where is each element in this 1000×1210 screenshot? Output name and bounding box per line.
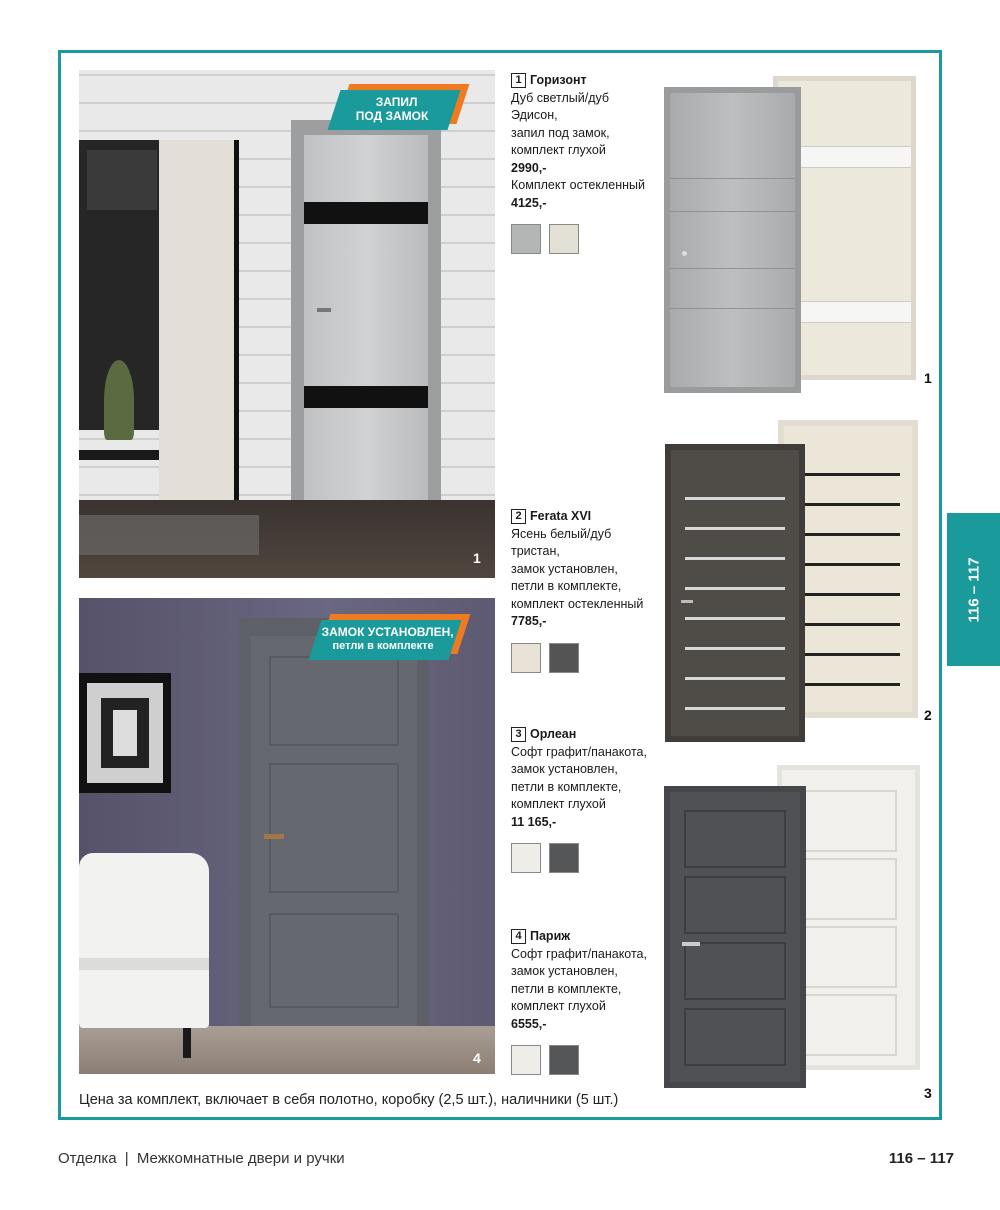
product-gorizont <box>511 72 671 254</box>
product-price: 7785,- <box>511 614 547 628</box>
door-image-gray-oak <box>664 87 801 393</box>
product-number: 1 <box>511 73 526 88</box>
side-page-tab <box>947 513 1000 666</box>
product-title <box>511 726 671 744</box>
product-desc-line: замок установлен, <box>511 762 618 776</box>
product-price: 11 165,- <box>511 814 557 829</box>
product-desc-line: Софт графит/панакота, <box>511 744 647 759</box>
product-desc-line: Комплект остекленный <box>511 178 646 192</box>
badge-line-1: ЗАПИЛ <box>375 95 418 109</box>
badge-line-2: ПОД ЗАМОК <box>355 109 429 123</box>
interior-photo-2 <box>79 598 495 1074</box>
product-name: Орлеан <box>530 727 577 741</box>
product-parizh <box>511 928 671 1075</box>
product-number: 3 <box>511 727 526 742</box>
photo-number: 1 <box>473 550 481 566</box>
footer-breadcrumb <box>58 1150 345 1167</box>
color-swatch <box>511 843 541 873</box>
product-orlean <box>511 726 671 873</box>
product-number: 4 <box>511 929 526 944</box>
color-swatch <box>549 1045 579 1075</box>
product-title <box>511 928 671 946</box>
price-note: Цена за комплект, включает в себя полотно, коробку (2,5 шт.), наличники (5 шт.) <box>79 1092 619 1108</box>
badge-lock-installed <box>309 620 462 660</box>
footer-title: Межкомнатные двери и ручки <box>136 1150 345 1167</box>
color-swatch <box>549 224 579 254</box>
product-title <box>511 508 671 526</box>
color-swatches <box>511 643 671 673</box>
interior-photo-1 <box>79 70 495 578</box>
door-number: 3 <box>924 1085 932 1101</box>
footer-section: Отделка <box>58 1150 117 1167</box>
footer-separator: | <box>124 1150 129 1167</box>
product-price: 2990,- <box>511 160 547 175</box>
product-desc-line: петли в комплекте, <box>511 981 622 996</box>
product-desc-line: замок установлен, <box>511 561 618 576</box>
product-desc-line: комплект глухой <box>511 143 606 157</box>
product-desc-line: замок установлен, <box>511 964 618 978</box>
color-swatch <box>549 843 579 873</box>
color-swatch <box>511 224 541 254</box>
photo-number: 4 <box>473 1050 481 1066</box>
product-desc-line: комплект глухой <box>511 999 606 1013</box>
product-desc-line: Ясень белый/дуб <box>511 526 612 541</box>
product-desc-line: петли в комплекте, <box>511 779 622 794</box>
product-title <box>511 72 671 90</box>
product-desc-line: запил под замок, <box>511 125 610 140</box>
product-name: Ferata XVI <box>530 509 592 523</box>
product-ferata <box>511 508 671 673</box>
product-number: 2 <box>511 509 526 524</box>
product-desc-line: комплект остекленный <box>511 596 644 611</box>
door-image-dark-oak <box>665 444 805 742</box>
product-price-glazed: 4125,- <box>511 195 547 210</box>
product-name: Париж <box>530 929 571 943</box>
product-desc-line: комплект глухой <box>511 797 606 811</box>
color-swatches <box>511 224 671 254</box>
door-image-graphite <box>664 786 806 1088</box>
badge-line-1: ЗАМОК УСТАНОВЛЕН, <box>321 625 454 639</box>
product-desc-line: Эдисон, <box>511 108 558 122</box>
product-desc-line: Софт графит/панакота, <box>511 946 647 961</box>
product-desc-line: тристан, <box>511 544 560 558</box>
color-swatch <box>511 1045 541 1075</box>
door-number: 1 <box>924 370 932 386</box>
product-price: 6555,- <box>511 1016 547 1031</box>
color-swatches <box>511 1045 671 1075</box>
side-tab-label: 116 – 117 <box>965 556 982 623</box>
product-desc-line: Дуб светлый/дуб <box>511 90 610 105</box>
footer-page-numbers: 116 – 117 <box>888 1150 954 1167</box>
product-desc-line: петли в комплекте, <box>511 579 622 593</box>
door-number: 2 <box>924 707 932 723</box>
color-swatch <box>549 643 579 673</box>
badge-line-2: петли в комплекте <box>332 640 434 652</box>
color-swatches <box>511 843 671 873</box>
product-name: Горизонт <box>530 73 587 87</box>
badge-lock-cutout <box>328 90 461 130</box>
color-swatch <box>511 643 541 673</box>
